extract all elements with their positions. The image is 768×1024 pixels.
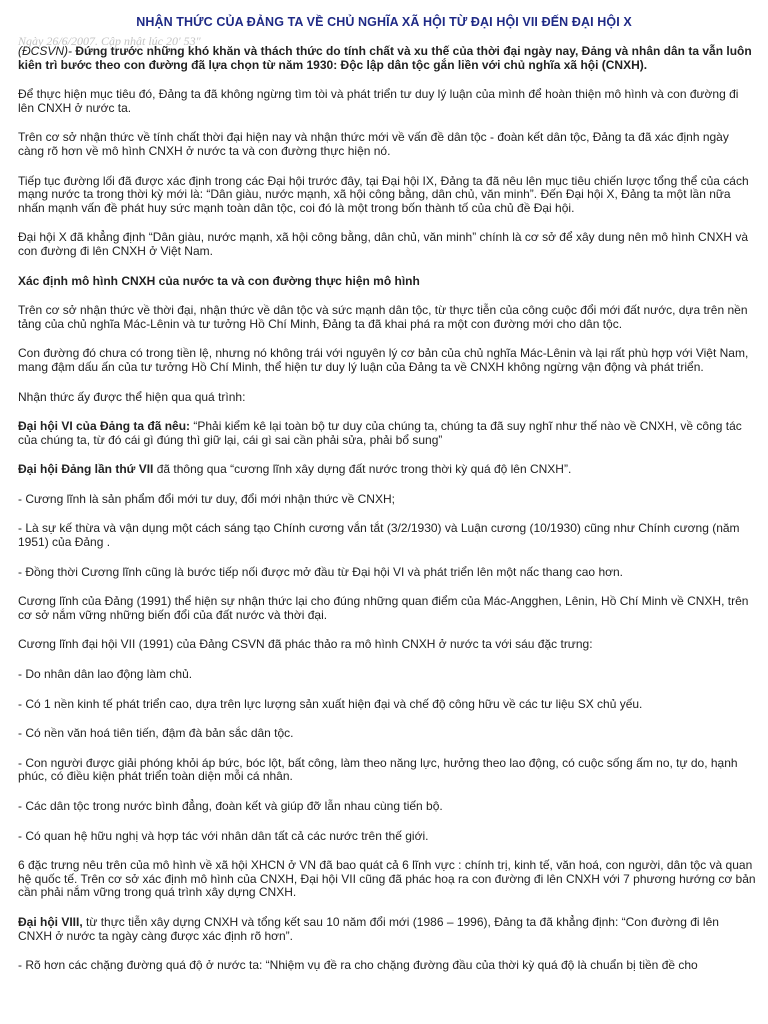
paragraph: Trên cơ sở nhận thức về thời đại, nhận thức về dân tộc và sức mạnh dân tộc, từ thực tiễn của công cuộc đổi mới đất nước, dựa trên nền tảng của chủ nghĩa Mác-Lênin và tư tưởng Hồ Chí Minh, Đảng ta đã khai phá ra một con đường mới cho dân tộc. <box>18 303 748 331</box>
article-title: NHẬN THỨC CỦA ĐẢNG TA VỀ CHỦ NGHĨA XÃ HỘI TỪ ĐẠI HỘI VII ĐẾN ĐẠI HỘI X <box>136 15 632 29</box>
list-item: - Là sự kế thừa và vận dụng một cách sáng tạo Chính cương vắn tắt (3/2/1930) và Luận cương (10/1930) cũng như Chính cương (năm 1951) của Đảng . <box>18 521 740 550</box>
paragraph: Con đường đó chưa có trong tiền lệ, nhưng nó không trái với nguyên lý cơ bản của chủ nghĩa Mác-Lênin và lại rất phù hợp với Việt Nam, mang đậm dấu ấn của tư tưởng Hồ Chí Minh, thể hiện tư duy lý luận của Đảng ta về CNXH không ngừng vận động và phát triển. <box>18 346 749 374</box>
paragraph: Trên cơ sở nhận thức về tính chất thời đại hiện nay và nhận thức mới về vấn đề dân tộc - đoàn kết dân tộc, Đảng ta đã xác định ngày càng rõ hơn về mô hình CNXH ở nước ta và con đường thực hiện nó. <box>18 130 729 158</box>
list-item: - Các dân tộc trong nước bình đẳng, đoàn kết và giúp đỡ lẫn nhau cùng tiến bộ. <box>18 799 443 813</box>
paragraph-text: “Phải kiểm kê lại toàn bộ tư duy của chúng ta, chúng ta đã suy nghĩ như thế nào về CNXH, về công tác của chúng ta, từ đó cái gì đúng thì giữ lại, cái gì sai cần phải sửa, phải bổ sung” <box>18 419 742 447</box>
paragraph: Nhận thức ấy được thể hiện qua quá trình: <box>18 389 246 404</box>
bold-lead: Đại hội VI của Đảng ta đã nêu: <box>18 419 191 434</box>
list-item: - Đồng thời Cương lĩnh cũng là bước tiếp nối được mở đầu từ Đại hội VI và phát triển lên một nấc thang cao hơn. <box>18 564 623 579</box>
paragraph: Cương lĩnh đại hội VII (1991) của Đảng CSVN đã phác thảo ra mô hình CNXH ở nước ta với sáu đặc trưng: <box>18 637 593 652</box>
section-heading: Xác định mô hình CNXH của nước ta và con đường thực hiện mô hình <box>18 273 420 288</box>
paragraph <box>18 463 756 477</box>
list-item: - Có quan hệ hữu nghị và hợp tác với nhân dân tất cả các nước trên thế giới. <box>18 828 429 843</box>
paragraph <box>18 916 756 943</box>
source-tag: (ĐCSVN)- <box>18 44 72 58</box>
lead-text: Đứng trước những khó khăn và thách thức do tính chất và xu thế của thời đại ngày nay, Đảng và nhân dân ta vẫn luôn kiên trì bước theo con đường đã lựa chọn từ năm 1930: Độc lập dân tộc gắn liền với chủ nghĩa xã hội (CNXH). <box>18 44 752 72</box>
paragraph: Tiếp tục đường lối đã được xác định trong các Đại hội trước đây, tại Đại hội IX, Đảng ta đã nêu lên mục tiêu chiến lược tổng thể của cách mạng nước ta trong thời kỳ mới là: “Dân giàu, nước mạnh, xã hội công bằng, dân chủ, văn minh”. Đến Đại hội X, Đảng ta một lần nữa nhấn mạnh vấn đề phát huy sức mạnh toàn dân tộc, coi đó là một trong bốn thành tố của chủ đề Đại hội. <box>18 173 749 215</box>
paragraph-text: từ thực tiễn xây dựng CNXH và tổng kết sau 10 năm đổi mới (1986 – 1996), Đảng ta đã khẳng định: “Con đường đi lên CNXH ở nước ta ngày càng được xác định rõ hơn”. <box>18 914 719 943</box>
paragraph: Cương lĩnh của Đảng (1991) thể hiện sự nhận thức lại cho đúng những quan điểm của Mác-Angghen, Lênin, Hồ Chí Minh về CNXH, trên cơ sở nắm vững những biến đổi của đất nước và thời đại. <box>18 594 749 622</box>
article-date: Ngày 26/6/2007. Cập nhật lúc 20' 53" <box>18 34 201 48</box>
paragraph <box>18 420 756 447</box>
bold-lead: Đại hội VIII, <box>18 914 83 929</box>
list-item: - Cương lĩnh là sản phẩm đổi mới tư duy, đổi mới nhận thức về CNXH; <box>18 491 395 506</box>
article-body <box>18 45 756 989</box>
paragraph: Để thực hiện mục tiêu đó, Đảng ta đã không ngừng tìm tòi và phát triển tư duy lý luận của mình để hoàn thiện mô hình và con đường đi lên CNXH ở nước ta. <box>18 87 739 115</box>
list-item: - Do nhân dân lao động làm chủ. <box>18 667 193 682</box>
list-item: - Rõ hơn các chặng đường quá độ ở nước ta: “Nhiệm vụ đề ra cho chặng đường đầu của thời kỳ quá độ là chuẩn bị tiền đề cho <box>18 958 698 973</box>
paragraph: 6 đặc trưng nêu trên của mô hình về xã hội XHCN ở VN đã bao quát cả 6 lĩnh vực : chính trị, kinh tế, văn hoá, con người, dân tộc và quan hệ quốc tế. Trên cơ sở xác định mô hình của CNXH, Đại hội VII cũng đã phác hoạ ra con đường đi lên CNXH với 7 phương hướng cơ bản cần phải nắm vững trong quá trình xây dựng CNXH. <box>18 858 756 900</box>
paragraph-text: đã thông qua “cương lĩnh xây dựng đất nước trong thời kỳ quá độ lên CNXH”. <box>153 462 572 477</box>
lead-paragraph <box>18 45 756 72</box>
list-item: - Con người được giải phóng khỏi áp bức, bóc lột, bất công, làm theo năng lực, hưởng theo lao động, có cuộc sống ấm no, tự do, hạnh phúc, có điều kiện phát triển toàn diện mỗi cá nhân. <box>18 755 738 784</box>
bold-lead: Đại hội Đảng lần thứ VII <box>18 462 154 477</box>
list-item: - Có 1 nền kinh tế phát triển cao, dựa trên lực lượng sản xuất hiện đại và chế độ công hữu về các tư liệu SX chủ yếu. <box>18 696 643 711</box>
list-item: - Có nền văn hoá tiên tiến, đậm đà bản sắc dân tộc. <box>18 726 294 741</box>
paragraph: Đại hội X đã khẳng định “Dân giàu, nước mạnh, xã hội công bằng, dân chủ, văn minh” chính là cơ sở để xây dung nên mô hình CNXH và con đường đi lên CNXH ở Việt Nam. <box>18 230 749 258</box>
